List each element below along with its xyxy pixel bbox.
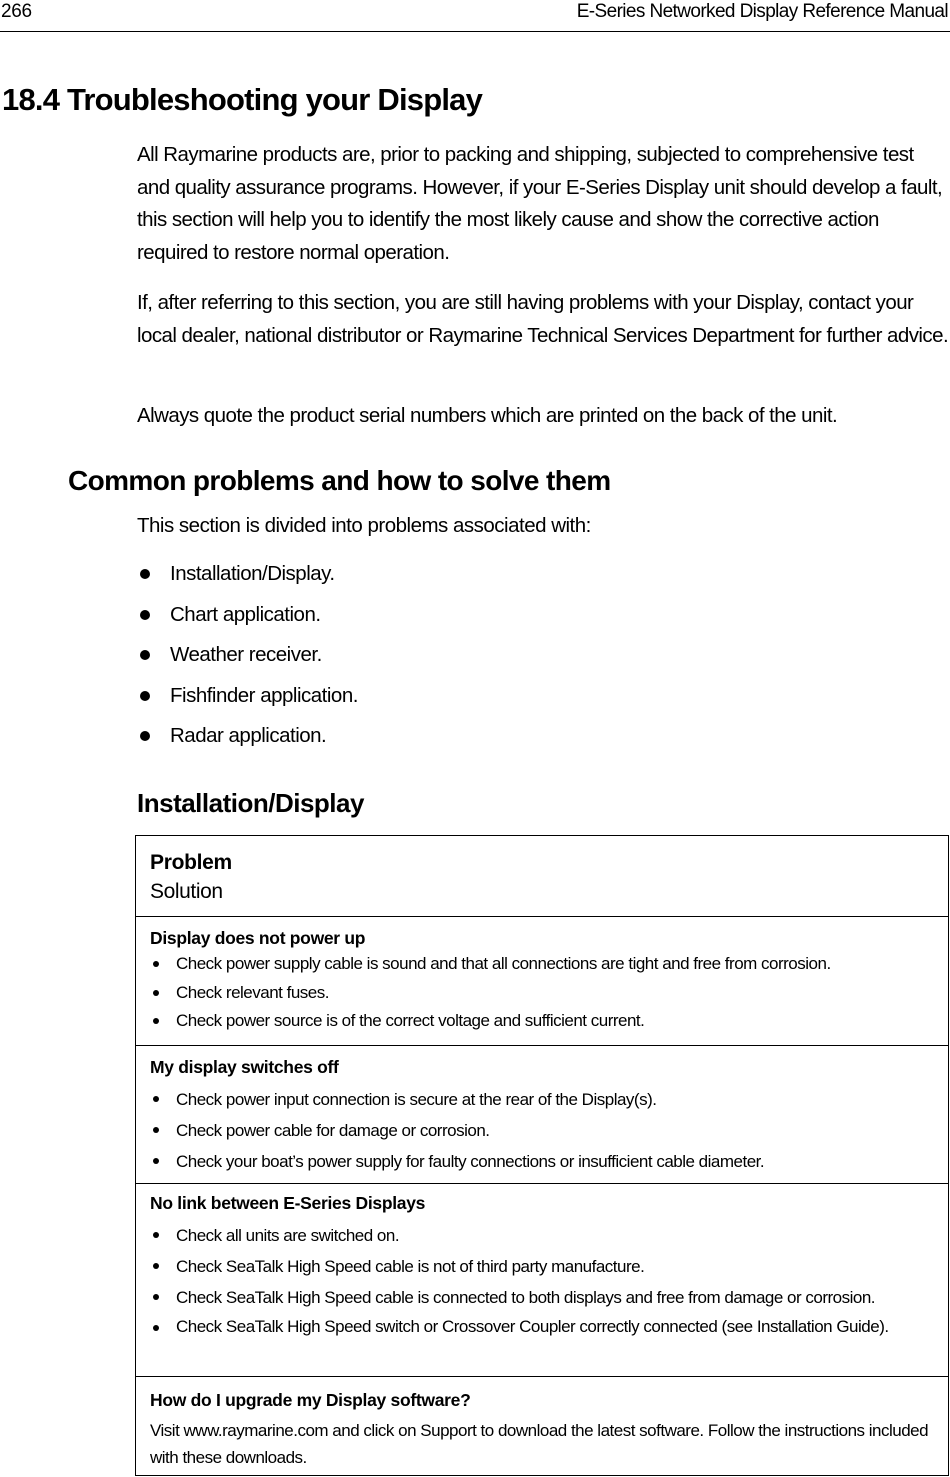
page-header (0, 0, 950, 32)
list-item: Check power cable for damage or corrosion. (150, 1115, 934, 1146)
bullet-icon (153, 1127, 159, 1133)
solution-column-header: Solution (150, 880, 223, 903)
table-row (136, 1376, 948, 1475)
bullet-icon (153, 1158, 159, 1164)
list-item: Weather receiver. (137, 639, 358, 680)
problem-title: How do I upgrade my Display software? (150, 1390, 471, 1410)
table-row (136, 916, 948, 1045)
bullet-icon (153, 990, 159, 996)
bullet-icon (153, 1232, 159, 1238)
problem-title: No link between E-Series Displays (150, 1193, 426, 1213)
table-row (136, 1045, 948, 1183)
bullet-icon (140, 731, 150, 741)
list-item: Check your boat’s power supply for faulty connections or insufficient cable diameter. (150, 1146, 934, 1177)
page-number: 266 (1, 1, 32, 22)
problem-title: My display switches off (150, 1057, 339, 1077)
bullet-icon (153, 961, 159, 967)
bullet-icon (153, 1263, 159, 1269)
bullet-icon (140, 569, 150, 579)
list-item: Fishfinder application. (137, 680, 358, 721)
troubleshooting-table (135, 835, 949, 1476)
problem-column-header: Problem (150, 851, 232, 874)
list-item: Installation/Display. (137, 558, 358, 599)
solution-text: Visit www.raymarine.com and click on Support to download the latest software. Follow the instructions included with these downloads. (150, 1421, 929, 1467)
table-row (136, 1183, 948, 1376)
bullet-icon (153, 1018, 159, 1024)
bullet-icon (153, 1096, 159, 1102)
list-item: Check power input connection is secure at the rear of the Display(s). (150, 1084, 934, 1115)
list-item: Check SeaTalk High Speed cable is not of third party manufacture. (150, 1251, 934, 1282)
solution-list (150, 1220, 934, 1344)
section-title: 18.4 Troubleshooting your Display (2, 82, 483, 117)
list-item: Chart application. (137, 599, 358, 640)
problem-category-list (137, 558, 358, 761)
list-item: Check power source is of the correct voltage and sufficient current. (150, 1007, 934, 1036)
bullet-icon (140, 691, 150, 701)
list-item: Check power supply cable is sound and that all connections are tight and free from corrosion. (150, 950, 934, 979)
common-problems-heading: Common problems and how to solve them (68, 465, 611, 496)
common-problems-intro: This section is divided into problems associated with: (137, 514, 591, 537)
solution-list (150, 950, 934, 1036)
solution-list (150, 1084, 934, 1177)
installation-display-heading: Installation/Display (137, 788, 364, 818)
bullet-icon (140, 650, 150, 660)
list-item: Check SeaTalk High Speed switch or Crossover Coupler correctly connected (see Installation Guide). (150, 1313, 934, 1344)
intro-paragraph: All Raymarine products are, prior to packing and shipping, subjected to comprehensive test and quality assurance programs. However, if your E-Series Display unit should develop a fault, this section will help you to identify the most likely cause and show the corrective action required to restore normal operation. (137, 143, 943, 264)
table-header (136, 836, 948, 916)
list-item: Check all units are switched on. (150, 1220, 934, 1251)
bullet-icon (153, 1325, 159, 1331)
bullet-icon (153, 1294, 159, 1300)
contact-paragraph: If, after referring to this section, you are still having problems with your Display, contact your local dealer, national distributor or Raymarine Technical Services Department for further advice. (137, 291, 949, 347)
serial-paragraph: Always quote the product serial numbers which are printed on the back of the unit. (137, 404, 838, 427)
list-item: Check SeaTalk High Speed cable is connected to both displays and free from damage or corrosion. (150, 1282, 934, 1313)
bullet-icon (140, 610, 150, 620)
problem-title: Display does not power up (150, 928, 366, 948)
manual-title: E-Series Networked Display Reference Manual (576, 1, 948, 22)
list-item: Radar application. (137, 720, 358, 761)
list-item: Check relevant fuses. (150, 979, 934, 1008)
